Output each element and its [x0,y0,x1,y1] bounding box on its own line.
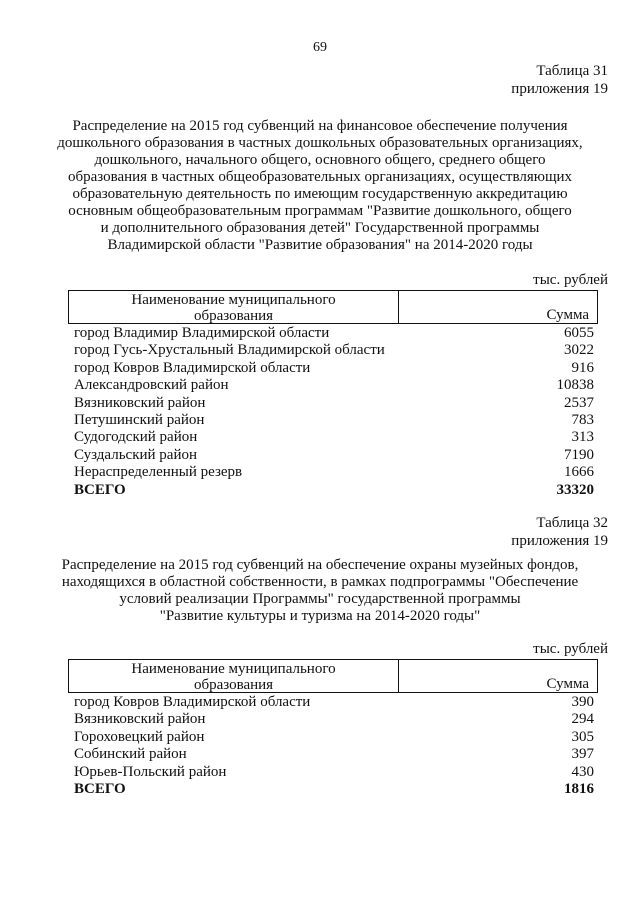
table32-header-sum-label: Сумма [546,676,589,692]
row-value: 390 [571,694,594,710]
row-name: город Владимир Владимирской области [74,325,330,341]
table32-caption-line: находящихся в областной собственности, в рамках подпрограммы "Обеспечение [61,574,579,590]
row-name: город Гусь-Хрустальный Владимирской области [74,342,385,359]
table31-header-sum [399,291,597,323]
table-row [74,429,594,446]
total-value: 1816 [564,780,594,797]
table32-body [74,694,594,798]
table32-header-sum [399,660,597,692]
row-name: Петушинский район [74,411,205,428]
row-name: Юрьев-Польский район [74,763,227,780]
row-value: 916 [571,359,594,376]
table-row [74,746,594,763]
table-row [74,342,594,359]
row-value: 10838 [556,377,594,394]
table31-caption [40,118,600,254]
table31-caption-line: образовательную деятельность по имеющим государственную аккредитацию [72,186,568,202]
row-name: Вязниковский район [74,711,206,728]
table-row [74,447,594,464]
table32-caption-line: Распределение на 2015 год субвенций на обеспечение охраны музейных фондов, [61,557,579,573]
table32-header-name [69,660,399,692]
table31-units: тыс. рублей [533,272,608,288]
table31-reference [511,62,608,98]
table-row [74,694,594,711]
row-value: 6055 [564,325,594,341]
table32-reference [511,514,608,550]
table-row [74,395,594,412]
row-value: 3022 [564,342,594,359]
row-value: 1666 [564,464,594,481]
total-value: 33320 [556,481,594,498]
table31-caption-line: Распределение на 2015 год субвенций на финансовое обеспечение получения [72,118,568,134]
table31-body [74,325,594,499]
table31-ref-line1: Таблица 31 [536,63,608,79]
row-name: Нераспределенный резерв [74,464,243,481]
row-name: Судогодский район [74,429,198,446]
row-name: город Ковров Владимирской области [74,359,311,376]
table-row [74,464,594,481]
total-label: ВСЕГО [74,481,126,498]
table31-header [68,290,598,324]
total-label: ВСЕГО [74,780,126,797]
row-name: Суздальский район [74,446,197,463]
table32-total-row [74,781,594,798]
table31-caption-line: дошкольного образования в частных дошкольных образовательных организациях, [57,135,583,151]
table-row [74,360,594,377]
table31-caption-line: образования в частных общеобразовательных организациях, осуществляющих [67,169,573,185]
table31-total-row [74,482,594,499]
table31-header-name [69,291,399,323]
row-value: 7190 [564,446,594,463]
table32-ref-line1: Таблица 32 [536,515,608,531]
table32-ref-line2: приложения 19 [511,533,608,549]
row-value: 2537 [564,394,594,411]
row-name: город Ковров Владимирской области [74,694,311,710]
table31-caption-line: Владимирской области "Развитие образования" на 2014-2020 годы [107,237,533,253]
table31-header-name-line2: образования [193,308,274,324]
table31-header-name-line1: Наименование муниципального [131,292,336,308]
row-value: 783 [571,411,594,428]
table32-caption-line: условий реализации Программы" государственной программы [119,591,521,607]
row-name: Гороховецкий район [74,728,205,745]
row-value: 305 [571,728,594,745]
table-row [74,711,594,728]
table32-units: тыс. рублей [533,641,608,657]
row-value: 397 [571,746,594,763]
table-row [74,729,594,746]
table32-header-name-line1: Наименование муниципального [131,661,336,677]
table-row [74,377,594,394]
row-value: 313 [571,429,594,446]
row-name: Вязниковский район [74,394,206,411]
row-value: 294 [571,711,594,728]
table32-caption [40,557,600,625]
table32-header [68,659,598,693]
table32-caption-line: "Развитие культуры и туризма на 2014-2020 годы" [159,608,481,624]
table31-caption-line: основным общеобразовательным программам "Развитие дошкольного, общего [68,203,572,219]
table-row [74,764,594,781]
row-name: Александровский район [74,377,229,394]
table31-header-sum-label: Сумма [546,307,589,323]
page-number: 69 [313,40,327,55]
table31-caption-line: и дополнительного образования детей" Государственной программы [100,220,540,236]
table31-ref-line2: приложения 19 [511,81,608,97]
table-row [74,325,594,342]
table31-caption-line: дошкольного, начального общего, основного общего, среднего общего [94,152,546,168]
row-name: Собинский район [74,746,187,763]
table-row [74,412,594,429]
table32-header-name-line2: образования [193,677,274,693]
row-value: 430 [571,763,594,780]
